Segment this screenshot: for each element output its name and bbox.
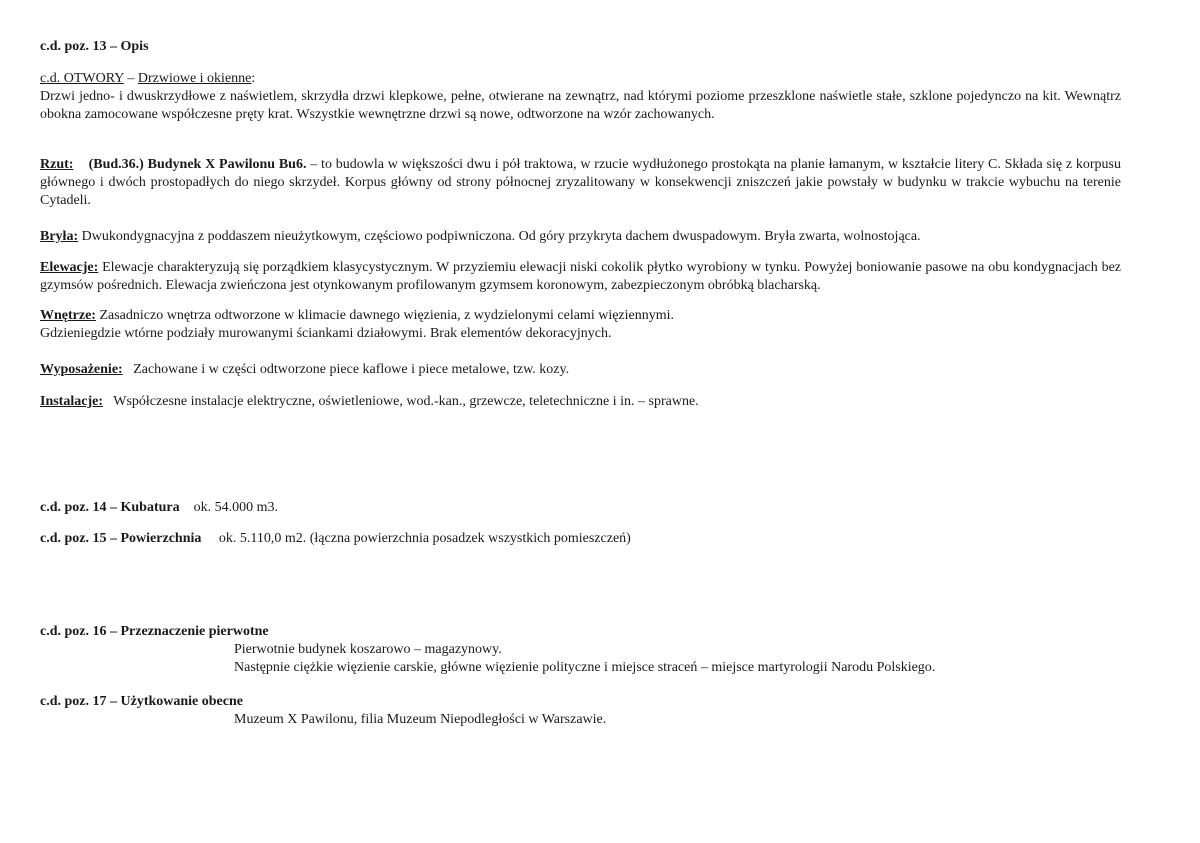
instalacje-label: Instalacje: (40, 394, 103, 409)
poz17-heading: c.d. poz. 17 – Użytkowanie obecne (40, 694, 243, 709)
otwory-text: Drzwi jedno- i dwuskrzydłowe z naświetlem, skrzydła drzwi klepkowe, pełne, otwierane na zewnątrz, nad którymi poziome przeszklone naświetle stałe, szklone pojedynczo na kit. Wewnątrz obokna zamocowane współczesne pręty krat. Wszystkie wewnętrzne drzwi są nowe, odtworzone na wzór zachowanych. (40, 89, 1121, 122)
poz17-section (40, 693, 1121, 729)
wyposazenie-section (40, 361, 1121, 379)
wnetrze-line2: Gdzieniegdzie wtórne podziały murowanymi ściankami działowymi. Brak elementów dekoracyjnych. (40, 326, 612, 341)
instalacje-section (40, 393, 1121, 411)
rzut-label: Rzut: (40, 157, 74, 172)
rzut-title: (Bud.36.) Budynek X Pawilonu Bu6. (88, 157, 307, 172)
otwory-label: c.d. OTWORY (40, 71, 124, 86)
poz15-heading: c.d. poz. 15 – Powierzchnia (40, 531, 202, 546)
elewacje-label: Elewacje: (40, 260, 99, 275)
otwory-section (40, 70, 1121, 124)
poz14-heading: c.d. poz. 14 – Kubatura (40, 500, 180, 515)
otwory-colon: : (251, 71, 256, 86)
poz16-line1: Pierwotnie budynek koszarowo – magazynowy. (234, 642, 502, 657)
bryla-label: Bryła: (40, 229, 79, 244)
poz16-section (40, 623, 1121, 677)
wnetrze-section (40, 307, 1121, 343)
otwory-dash: – (123, 71, 138, 86)
poz16-heading: c.d. poz. 16 – Przeznaczenie pierwotne (40, 624, 269, 639)
poz15-value: ok. 5.110,0 m2. (łączna powierzchnia posadzek wszystkich pomieszczeń) (215, 531, 631, 546)
poz14-value: ok. 54.000 m3. (190, 500, 279, 515)
elewacje-text: Elewacje charakteryzują się porządkiem klasycystycznym. W przyziemiu elewacji niski cokolik płytko wyrobiony w tynku. Powyżej boniowanie pasowe na obu kondygnacjach bez gzymsów pośrednich. Elewacja zwieńczona jest otynkowanym profilowanym gzymsem koronowym, zabezpieczonym obróbką blacharską. (40, 260, 1121, 293)
poz17-line1: Muzeum X Pawilonu, filia Muzeum Niepodległości w Warszawie. (234, 712, 607, 727)
poz13-heading: c.d. poz. 13 – Opis (40, 39, 149, 54)
poz16-line2: Następnie ciężkie więzienie carskie, główne więzienie polityczne i miejsce straceń – miejsce martyrologii Narodu Polskiego. (234, 660, 936, 675)
elewacje-section (40, 259, 1121, 295)
poz14-section (40, 499, 1121, 517)
wnetrze-line1: Zasadniczo wnętrza odtworzone w klimacie dawnego więzienia, z wydzielonymi celami więziennymi. (95, 308, 675, 323)
wyposazenie-label: Wyposażenie: (40, 362, 123, 377)
bryla-section (40, 228, 1121, 246)
bryla-text: Dwukondygnacyjna z poddaszem nieużytkowym, częściowo podpiwniczona. Od góry przykryta dachem dwuspadowym. Bryła zwarta, wolnostojąca. (78, 229, 921, 244)
instalacje-text: Współczesne instalacje elektryczne, oświetleniowe, wod.-kan., grzewcze, teletechniczne i in. – sprawne. (110, 394, 699, 409)
wnetrze-label: Wnętrze: (40, 308, 96, 323)
poz15-section (40, 530, 1121, 548)
otwory-subtitle: Drzwiowe i okienne (137, 71, 252, 86)
rzut-text: – to budowla w większości dwu i pół traktowa, w rzucie wydłużonego prostokąta na planie łamanym, w kształcie litery C. Składa się z korpusu głównego i dwóch prostopadłych do niego skrzydeł. Korpus główny od strony północnej zryzalitowany w konsekwencji zniszczeń jakie powstały w budynku w trakcie wybuchu na terenie Cytadeli. (40, 157, 1121, 208)
wyposazenie-text: Zachowane i w części odtworzone piece kaflowe i piece metalowe, tzw. kozy. (129, 362, 570, 377)
rzut-section (40, 156, 1121, 210)
